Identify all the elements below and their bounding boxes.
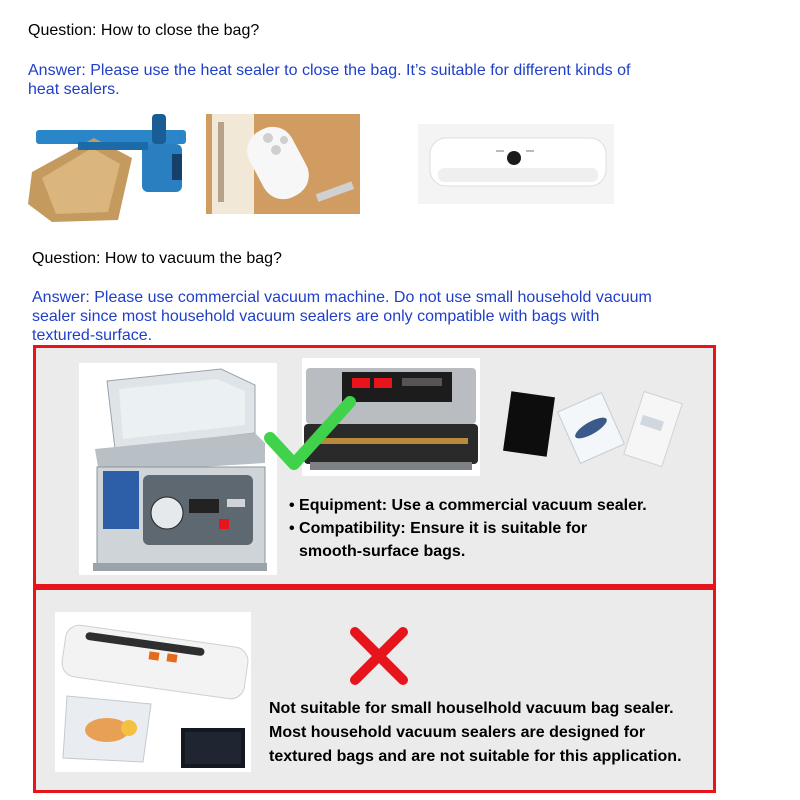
not-suitable-line-1: Not suitable for small houselhold vacuum bag sealer. xyxy=(269,700,674,717)
commercial-vacuum-machine-image xyxy=(79,363,277,575)
not-suitable-line-2: Most household vacuum sealers are designed for xyxy=(269,724,646,741)
equipment-bullet: • Equipment: Use a commercial vacuum sealer. xyxy=(289,497,647,514)
compatibility-bullet: • Compatibility: Ensure it is suitable for xyxy=(289,520,588,537)
not-suitable-line-3: textured bags and are not suitable for this application. xyxy=(269,748,682,765)
compatibility-bullet-continued: smooth-surface bags. xyxy=(299,543,466,560)
cross-icon xyxy=(347,624,411,688)
question-vacuum-bag: Question: How to vacuum the bag? xyxy=(32,250,282,267)
bar-heat-sealer-image xyxy=(418,124,614,204)
impulse-heat-sealer-image xyxy=(22,108,192,226)
smooth-bags-image xyxy=(501,388,701,468)
check-icon xyxy=(264,394,356,474)
question-close-bag: Question: How to close the bag? xyxy=(28,22,260,39)
mini-heat-sealer-image xyxy=(206,114,360,214)
unsuitable-panel xyxy=(33,587,716,793)
answer-vacuum-bag: Answer: Please use commercial vacuum machine. Do not use small household vacuum sealer since most household vacuum sealers are only compatible with bags with textured-surface. xyxy=(32,289,652,344)
household-vacuum-sealer-image xyxy=(55,612,251,772)
answer-close-bag: Answer: Please use the heat sealer to close the bag. It’s suitable for different kinds of heat sealers. xyxy=(28,62,631,98)
suitable-panel xyxy=(33,345,716,587)
